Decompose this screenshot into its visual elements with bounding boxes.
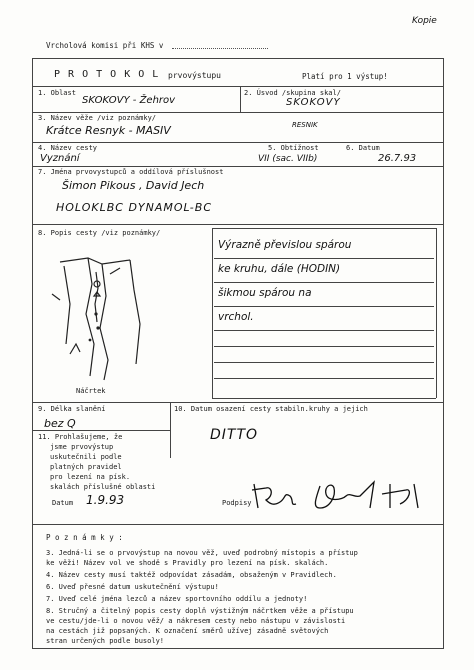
field-11-line-5: pro lezení na písk. [50, 473, 131, 481]
field-11-line-1: 11. Prohlašujeme, že [38, 433, 123, 441]
protocol-title: P R O T O K O L [54, 69, 160, 80]
field-1-label: 1. Oblast [38, 89, 76, 97]
description-text-2: ke kruhu, dále (HODIN) [218, 263, 341, 275]
description-line-6 [214, 362, 434, 363]
row4-divider [32, 166, 444, 167]
frame-top [32, 58, 444, 59]
field-9-value: bez Q [44, 417, 76, 430]
field-11-line-2: jsme prvovýstup [50, 443, 114, 451]
note-6: 8. Stručný a čitelný popis cesty doplň výstižným náčrtkem věže a přístupu [46, 607, 354, 615]
field-11-line-6: skalách příslušné oblasti [50, 483, 156, 491]
note-2: ke věži! Název vol ve shodě s Pravidly pro lezení na písk. skalách. [46, 559, 329, 567]
description-line-5 [214, 346, 434, 347]
note-5: 7. Uveď celé jména lezců a název sportovního oddílu a jednoty! [46, 595, 308, 603]
description-box-bottom [212, 398, 436, 399]
note-3: 4. Název cesty musí taktéž odpovídat zásadám, obsaženým v Pravidlech. [46, 571, 337, 579]
description-text-1: Výrazně převislou spárou [218, 239, 352, 251]
date-label: Datum [52, 499, 74, 507]
field-3-label: 3. Název věže /viz poznámky/ [38, 114, 157, 122]
field-11-line-4: platných pravidel [50, 463, 122, 471]
row1-divider [32, 112, 444, 113]
field-2-value: SKOKOVY [286, 97, 341, 108]
frame-right [443, 58, 444, 648]
committee-line: Vrcholová komisi při KHS v [46, 41, 164, 50]
row9-separator [170, 402, 171, 458]
field-3-value: Krátce Resnyk - MASIV [46, 124, 171, 137]
row1-separator [240, 86, 241, 112]
note-7: ve cestu/jde-li o novou věž/ a nákresem cesty nebo nástupu v závislosti [46, 617, 346, 625]
field-11-line-3: uskutečnili podle [50, 453, 122, 461]
protocol-validity: Platí pro 1 výstup! [302, 72, 388, 81]
field-10-label: 10. Datum osazení cesty stabiln.kruhy a jejich [174, 405, 368, 413]
description-line-3 [214, 306, 434, 307]
description-text-3: šikmou spárou na [218, 287, 312, 299]
signatures-label: Podpisy [222, 499, 252, 507]
frame-left [32, 58, 33, 648]
description-text-4: vrchol. [218, 311, 254, 323]
field-6-value: 26.7.93 [378, 153, 417, 164]
field-7-names: Šimon Pikous , David Jech [62, 179, 205, 192]
field-1-value: SKOKOVY - Žehrov [82, 95, 176, 106]
description-line-1 [214, 258, 434, 259]
note-4: 6. Uveď přesné datum uskutečnění výstupu! [46, 583, 219, 591]
field-4-value: Vyznání [40, 153, 80, 164]
row11-divider [32, 524, 444, 525]
note-9: stran určených podle busoly! [46, 637, 165, 645]
notes-heading: P o z n á m k y : [46, 533, 123, 542]
description-line-7 [214, 378, 434, 379]
note-1: 3. Jedná-li se o prvovýstup na novou věž, uveď podrobný místopis a přístup [46, 549, 358, 557]
description-box-left [212, 228, 213, 398]
sketch-label: Náčrtek [76, 387, 106, 395]
description-line-2 [214, 282, 434, 283]
field-6-label: 6. Datum [346, 144, 380, 152]
frame-bottom [32, 648, 444, 649]
description-box-right [436, 228, 437, 398]
title-divider [32, 86, 444, 87]
field-7-clubs: HOLOKLBC DYNAMOL-BC [56, 201, 213, 214]
row7-divider [32, 224, 444, 225]
date-value: 1.9.93 [86, 493, 125, 507]
note-8: na cestách již popsaných. K označení směrů užívej zásadně světových [46, 627, 329, 635]
signatures [250, 478, 440, 514]
field-9-label: 9. Délka slanění [38, 405, 106, 413]
field-7-label: 7. Jména prvovystupců a oddílová příslušnost [38, 168, 224, 176]
row3-divider [32, 142, 444, 143]
field-10-value: DITTO [210, 427, 259, 443]
field-2-label: 2. Úsvod /skupina skal/ [244, 89, 341, 97]
field-3-extra: RESNIK [292, 121, 318, 129]
field-5-value: VII (sac. VIIb) [258, 154, 318, 164]
row8-divider [32, 402, 444, 403]
description-line-4 [214, 330, 434, 331]
protocol-subtitle: prvovýstupu [168, 71, 221, 80]
description-box-top [212, 228, 436, 229]
field-8-label: 8. Popis cesty /viz poznámky/ [38, 229, 161, 237]
field-5-label: 5. Obtížnost [268, 144, 319, 152]
field-4-label: 4. Název cesty [38, 144, 98, 152]
route-sketch [40, 244, 180, 384]
corner-note: Kopie [412, 16, 437, 26]
committee-dotted-line [172, 48, 268, 49]
row9-inner-divider [32, 430, 170, 431]
